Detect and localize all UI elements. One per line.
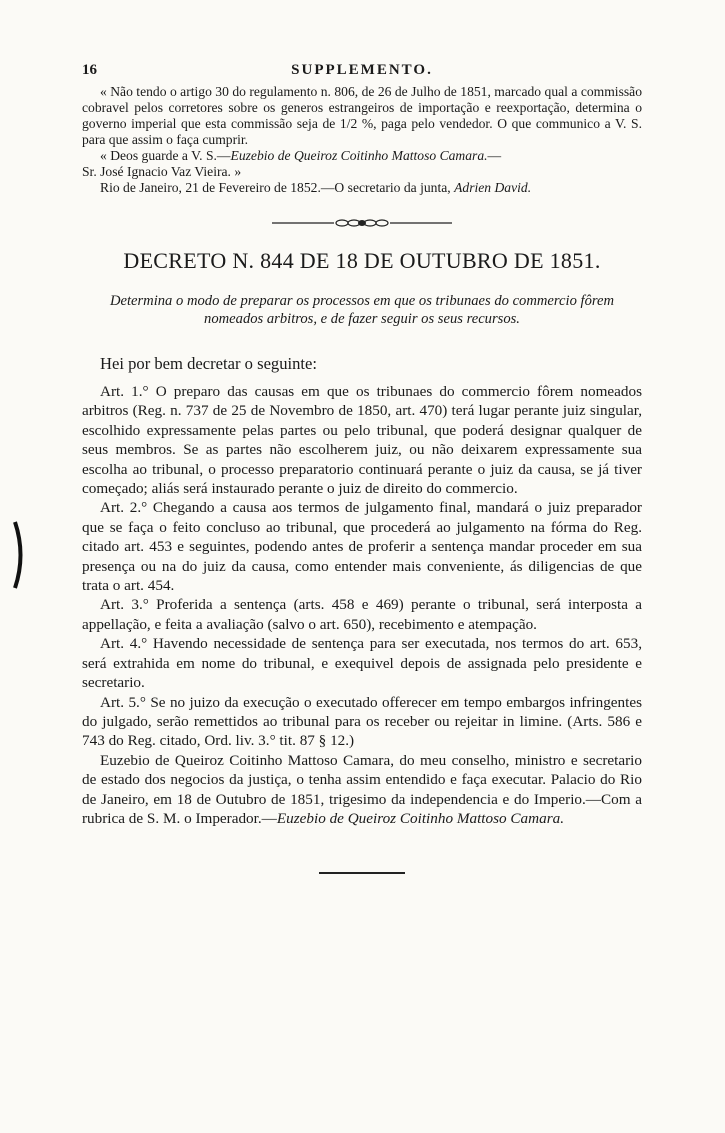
decree-title: DECRETO N. 844 DE 18 DE OUTUBRO DE 1851. — [123, 248, 601, 273]
greeting-signatory: Euzebio de Queiroz Coitinho Mattoso Camara. — [230, 148, 488, 163]
closing-signatory: Euzebio de Queiroz Coitinho Mattoso Camara. — [276, 809, 565, 827]
document-page — [82, 58, 642, 874]
decree-closing — [82, 751, 642, 829]
closing-rule — [319, 872, 405, 874]
page-number: 16 — [82, 62, 97, 78]
letter-paragraph: « Não tendo o artigo 30 do regulamento n. 806, de 26 de Julho de 1851, marcado qual a commissão cobravel pelos corretores sobre os generos estrangeiros de importação e reexportação, determina o governo imperial que esta commissão seja de 1/2 %, paga pelo vendedor. O que communico a V. S. para que assim o faça cumprir. — [82, 84, 642, 147]
place-date: Rio de Janeiro, 21 de Fevereiro de 1852.—O secretario da junta, — [100, 180, 451, 195]
running-title: SUPPLEMENTO. — [291, 62, 433, 78]
secretary-name: Adrien David. — [454, 180, 532, 195]
decree-summary: Determina o modo de preparar os processos em que os tribunaes do commercio fôrem nomeados arbitros, e de fazer seguir os seus recursos. — [109, 293, 615, 327]
letter-block — [82, 84, 642, 196]
article-4: Art. 4.° Havendo necessidade de sentença para ser executada, nos termos do art. 653, será extrahida em nome do tribunal, e exequivel depois de assignada pelo presidente e secretario. — [82, 635, 642, 692]
greeting-prefix: « Deos guarde a V. S.— — [100, 148, 231, 163]
decree-body — [82, 382, 642, 828]
closing-text: Euzebio de Queiroz Coitinho Mattoso Camara, do meu conselho, ministro e secretario de estado dos negocios da justiça, o tenha assim entendido e faça executar. Palacio do Rio de Janeiro, em 18 de Outubro de 1851, trigesimo da independencia e do Imperio.—Com a rubrica de S. M. o Imperador.— — [82, 751, 642, 827]
ornament-rule — [272, 218, 452, 228]
running-header — [82, 58, 642, 84]
margin-bracket-mark — [12, 520, 26, 590]
article-2: Art. 2.° Chegando a causa aos termos de julgamento final, mandará o juiz preparador que se faça o feito concluso ao tribunal, que procederá ao julgamento na fórma do Reg. citado art. 453 e seguintes, podendo antes de proferir a sentença mandar proceder em sua presença ou na do juiz da causa, como entender mais conveniente, ás diligencias de que trata o art. 454. — [82, 499, 642, 595]
letter-addressee: Sr. José Ignacio Vaz Vieira. » — [82, 164, 242, 179]
article-5: Art. 5.° Se no juizo da execução o executado offerecer em tempo embargos infringentes do julgado, serão remettidos ao tribunal para os receber ou rejeitar in limine. (Arts. 586 e 743 do Reg. citado, Ord. liv. 3.° tit. 87 § 12.) — [82, 693, 642, 750]
decree-intro: Hei por bem decretar o seguinte: — [100, 354, 318, 373]
article-1: Art. 1.° O preparo das causas em que os tribunaes do commercio fôrem nomeados arbitros (Reg. n. 737 de 25 de Novembro de 1850, art. 470) terá lugar perante juiz singular, escolhido expressamente pelas partes ou pelo tribunal, que poderá designar qualquer de seus membros. Se as partes não escolherem juiz, ou não deixarem expressamente sua escolha ao tribunal, o processo preparatorio continuará perante o juiz da causa, se já tiver começado; aliás será instaurado perante o juiz de direito do commercio. — [82, 383, 642, 498]
article-3: Art. 3.° Proferida a sentença (arts. 458 e 469) perante o tribunal, será interposta a appellação, e feita a avaliação (salvo o art. 650), recebimento e atempação. — [82, 596, 642, 633]
letter-place-date — [82, 180, 642, 196]
greeting-dash: — — [487, 148, 502, 163]
letter-greeting — [82, 148, 642, 164]
